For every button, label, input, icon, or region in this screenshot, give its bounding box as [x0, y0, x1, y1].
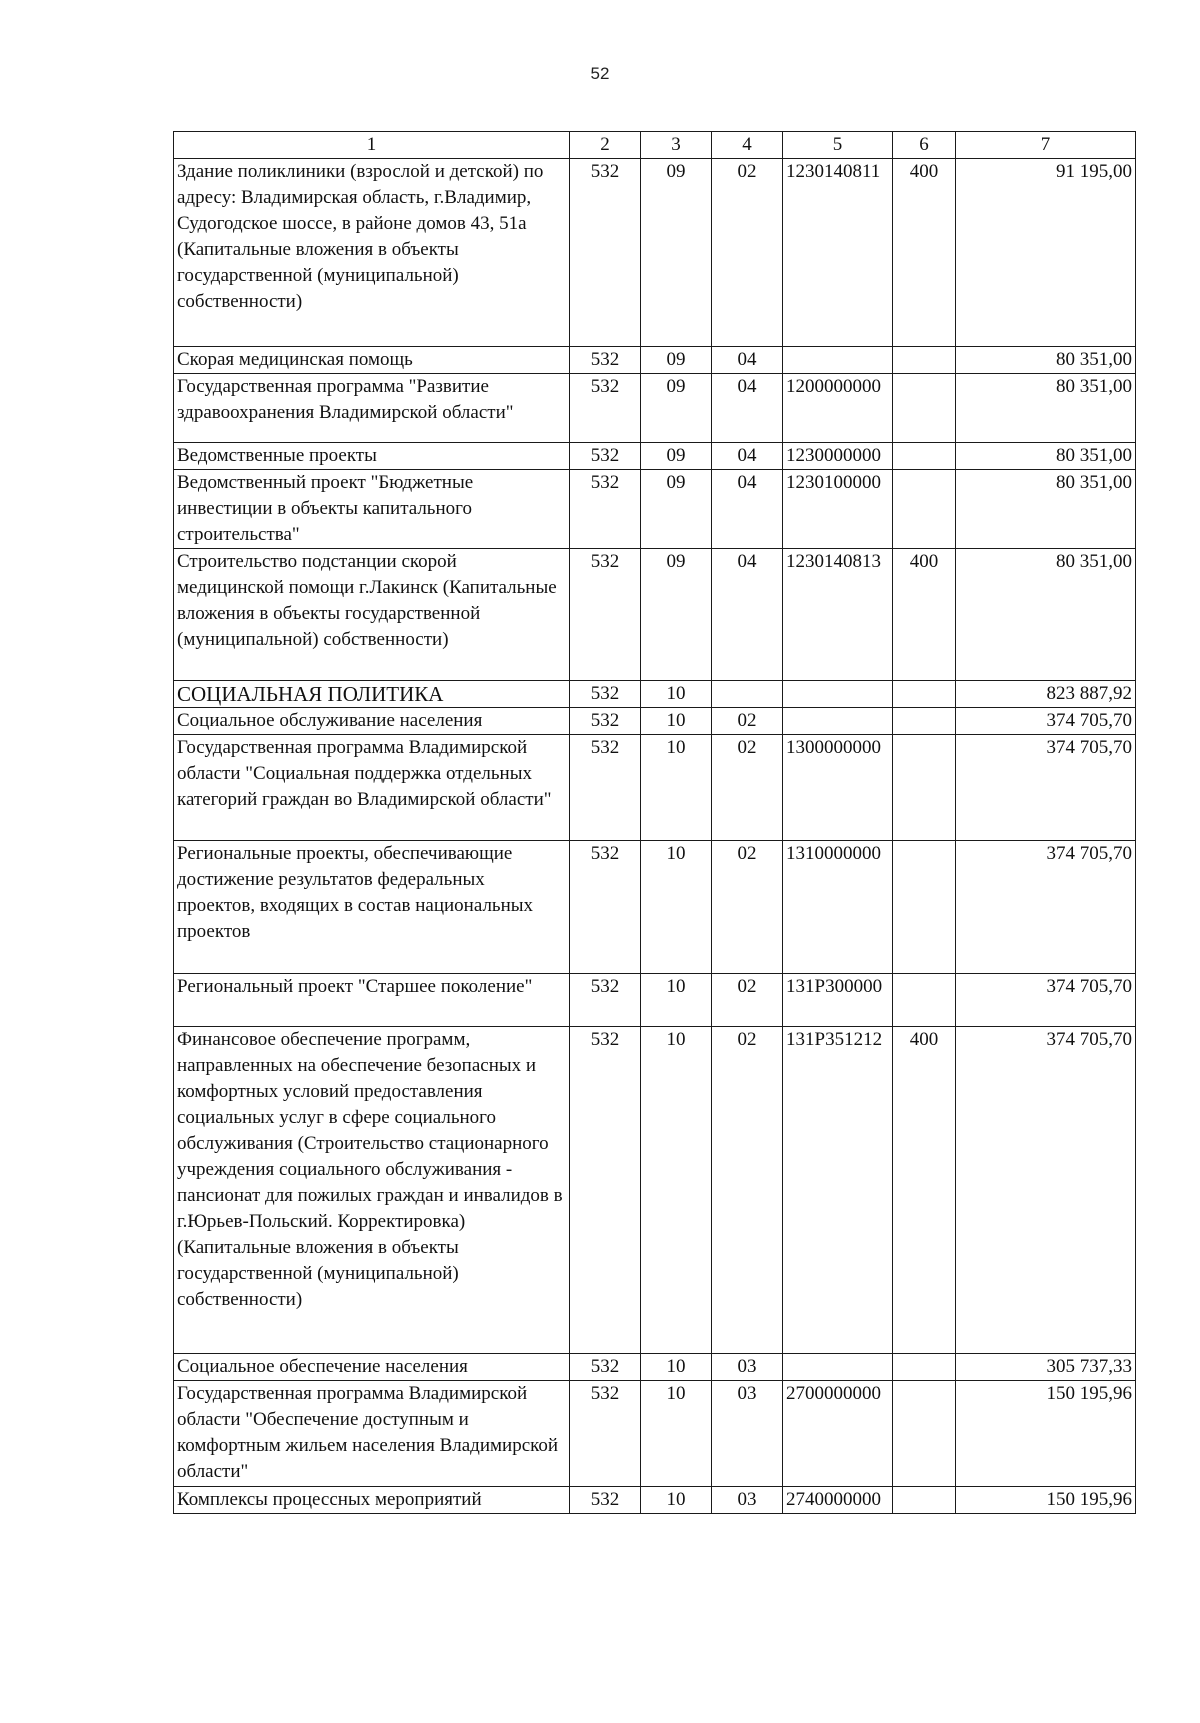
row-target: [783, 708, 893, 735]
row-subsection: 02: [712, 974, 783, 1027]
table-row: [174, 1027, 1136, 1354]
row-ministry: 532: [570, 841, 641, 974]
row-section: 10: [641, 1381, 712, 1487]
column-header: 5: [783, 132, 893, 159]
row-ministry: 532: [570, 1027, 641, 1354]
table-row: [174, 841, 1136, 974]
row-section: 10: [641, 708, 712, 735]
row-name: Комплексы процессных мероприятий: [174, 1487, 570, 1514]
row-ministry: 532: [570, 1487, 641, 1514]
row-amount: 374 705,70: [956, 974, 1136, 1027]
row-type: 400: [893, 159, 956, 347]
row-name: Ведомственные проекты: [174, 443, 570, 470]
row-type: 400: [893, 1027, 956, 1354]
row-target: 1300000000: [783, 735, 893, 841]
row-type: [893, 1381, 956, 1487]
row-ministry: 532: [570, 1354, 641, 1381]
row-section: 10: [641, 974, 712, 1027]
row-type: [893, 470, 956, 549]
row-subsection: 02: [712, 1027, 783, 1354]
row-section: 10: [641, 1027, 712, 1354]
row-target: 1310000000: [783, 841, 893, 974]
row-ministry: 532: [570, 681, 641, 708]
row-amount: 80 351,00: [956, 549, 1136, 681]
column-header: 6: [893, 132, 956, 159]
row-ministry: 532: [570, 549, 641, 681]
row-amount: 91 195,00: [956, 159, 1136, 347]
row-ministry: 532: [570, 374, 641, 443]
row-subsection: 02: [712, 159, 783, 347]
row-target: 131Р300000: [783, 974, 893, 1027]
row-amount: 823 887,92: [956, 681, 1136, 708]
row-name: Скорая медицинская помощь: [174, 347, 570, 374]
row-section: 09: [641, 159, 712, 347]
row-subsection: 04: [712, 374, 783, 443]
row-subsection: 02: [712, 841, 783, 974]
table-row: [174, 974, 1136, 1027]
row-target: 131Р351212: [783, 1027, 893, 1354]
row-amount: 80 351,00: [956, 347, 1136, 374]
row-subsection: 04: [712, 549, 783, 681]
row-target: [783, 681, 893, 708]
table-row: [174, 159, 1136, 347]
page-number: 52: [590, 64, 610, 83]
row-type: [893, 841, 956, 974]
row-section: 09: [641, 549, 712, 681]
column-header: 4: [712, 132, 783, 159]
row-name: Государственная программа Владимирской области "Социальная поддержка отдельных категорий граждан во Владимирской области": [174, 735, 570, 841]
row-target: 1230140811: [783, 159, 893, 347]
row-subsection: 04: [712, 443, 783, 470]
row-name: Здание поликлиники (взрослой и детской) по адресу: Владимирская область, г.Владимир, Судогодское шоссе, в районе домов 43, 51а (Капитальные вложения в объекты государственной (муниципальной) собственности): [174, 159, 570, 347]
row-target: 1230140813: [783, 549, 893, 681]
row-amount: 80 351,00: [956, 374, 1136, 443]
row-ministry: 532: [570, 159, 641, 347]
column-header: 1: [174, 132, 570, 159]
row-section: 10: [641, 1487, 712, 1514]
row-ministry: 532: [570, 1381, 641, 1487]
row-name: Социальное обслуживание населения: [174, 708, 570, 735]
row-name: Региональный проект "Старшее поколение": [174, 974, 570, 1027]
row-subsection: 02: [712, 735, 783, 841]
row-subsection: 04: [712, 347, 783, 374]
row-amount: 80 351,00: [956, 443, 1136, 470]
table-row: [174, 470, 1136, 549]
row-target: [783, 1354, 893, 1381]
row-section: 10: [641, 841, 712, 974]
row-target: 1230000000: [783, 443, 893, 470]
row-ministry: 532: [570, 347, 641, 374]
row-type: [893, 1487, 956, 1514]
row-subsection: 03: [712, 1487, 783, 1514]
row-type: [893, 735, 956, 841]
table-row: [174, 681, 1136, 708]
table-row: [174, 443, 1136, 470]
row-target: 1200000000: [783, 374, 893, 443]
table-row: [174, 374, 1136, 443]
row-target: 2740000000: [783, 1487, 893, 1514]
row-amount: 305 737,33: [956, 1354, 1136, 1381]
row-type: [893, 974, 956, 1027]
row-ministry: 532: [570, 443, 641, 470]
column-header: 3: [641, 132, 712, 159]
table-row: [174, 347, 1136, 374]
row-amount: 150 195,96: [956, 1487, 1136, 1514]
row-section: 10: [641, 735, 712, 841]
row-type: [893, 443, 956, 470]
row-target: 2700000000: [783, 1381, 893, 1487]
row-ministry: 532: [570, 974, 641, 1027]
row-name: Региональные проекты, обеспечивающие достижение результатов федеральных проектов, входящих в состав национальных проектов: [174, 841, 570, 974]
row-section: 09: [641, 347, 712, 374]
row-type: [893, 347, 956, 374]
row-name: Государственная программа "Развитие здравоохранения Владимирской области": [174, 374, 570, 443]
row-amount: 80 351,00: [956, 470, 1136, 549]
row-section: 10: [641, 681, 712, 708]
table-row: [174, 1381, 1136, 1487]
table-row: [174, 735, 1136, 841]
table-header-row: [174, 132, 1136, 159]
row-name: Финансовое обеспечение программ, направленных на обеспечение безопасных и комфортных условий предоставления социальных услуг в сфере социального обслуживания (Строительство стационарного учреждения социального обслуживания - пансионат для пожилых граждан и инвалидов в г.Юрьев-Польский. Корректировка) (Капитальные вложения в объекты государственной (муниципальной) собственности): [174, 1027, 570, 1354]
row-amount: 374 705,70: [956, 735, 1136, 841]
row-type: [893, 1354, 956, 1381]
table-row: [174, 708, 1136, 735]
row-ministry: 532: [570, 470, 641, 549]
row-amount: 374 705,70: [956, 1027, 1136, 1354]
table-row: [174, 549, 1136, 681]
row-section: 09: [641, 374, 712, 443]
row-type: [893, 708, 956, 735]
row-target: [783, 347, 893, 374]
row-ministry: 532: [570, 708, 641, 735]
row-name: Строительство подстанции скорой медицинской помощи г.Лакинск (Капитальные вложения в объекты государственной (муниципальной) собственности): [174, 549, 570, 681]
row-type: [893, 681, 956, 708]
table-row: [174, 1354, 1136, 1381]
row-type: [893, 374, 956, 443]
row-subsection: [712, 681, 783, 708]
row-subsection: 03: [712, 1354, 783, 1381]
budget-table: [173, 131, 1136, 1514]
row-name: СОЦИАЛЬНАЯ ПОЛИТИКА: [174, 681, 570, 708]
row-name: Ведомственный проект "Бюджетные инвестиции в объекты капитального строительства": [174, 470, 570, 549]
table-row: [174, 1487, 1136, 1514]
column-header: 2: [570, 132, 641, 159]
row-name: Социальное обеспечение населения: [174, 1354, 570, 1381]
row-amount: 374 705,70: [956, 841, 1136, 974]
row-target: 1230100000: [783, 470, 893, 549]
row-section: 10: [641, 1354, 712, 1381]
column-header: 7: [956, 132, 1136, 159]
row-subsection: 04: [712, 470, 783, 549]
row-subsection: 03: [712, 1381, 783, 1487]
row-subsection: 02: [712, 708, 783, 735]
row-ministry: 532: [570, 735, 641, 841]
row-name: Государственная программа Владимирской области "Обеспечение доступным и комфортным жильем населения Владимирской области": [174, 1381, 570, 1487]
row-type: 400: [893, 549, 956, 681]
row-section: 09: [641, 470, 712, 549]
row-amount: 374 705,70: [956, 708, 1136, 735]
row-amount: 150 195,96: [956, 1381, 1136, 1487]
row-section: 09: [641, 443, 712, 470]
